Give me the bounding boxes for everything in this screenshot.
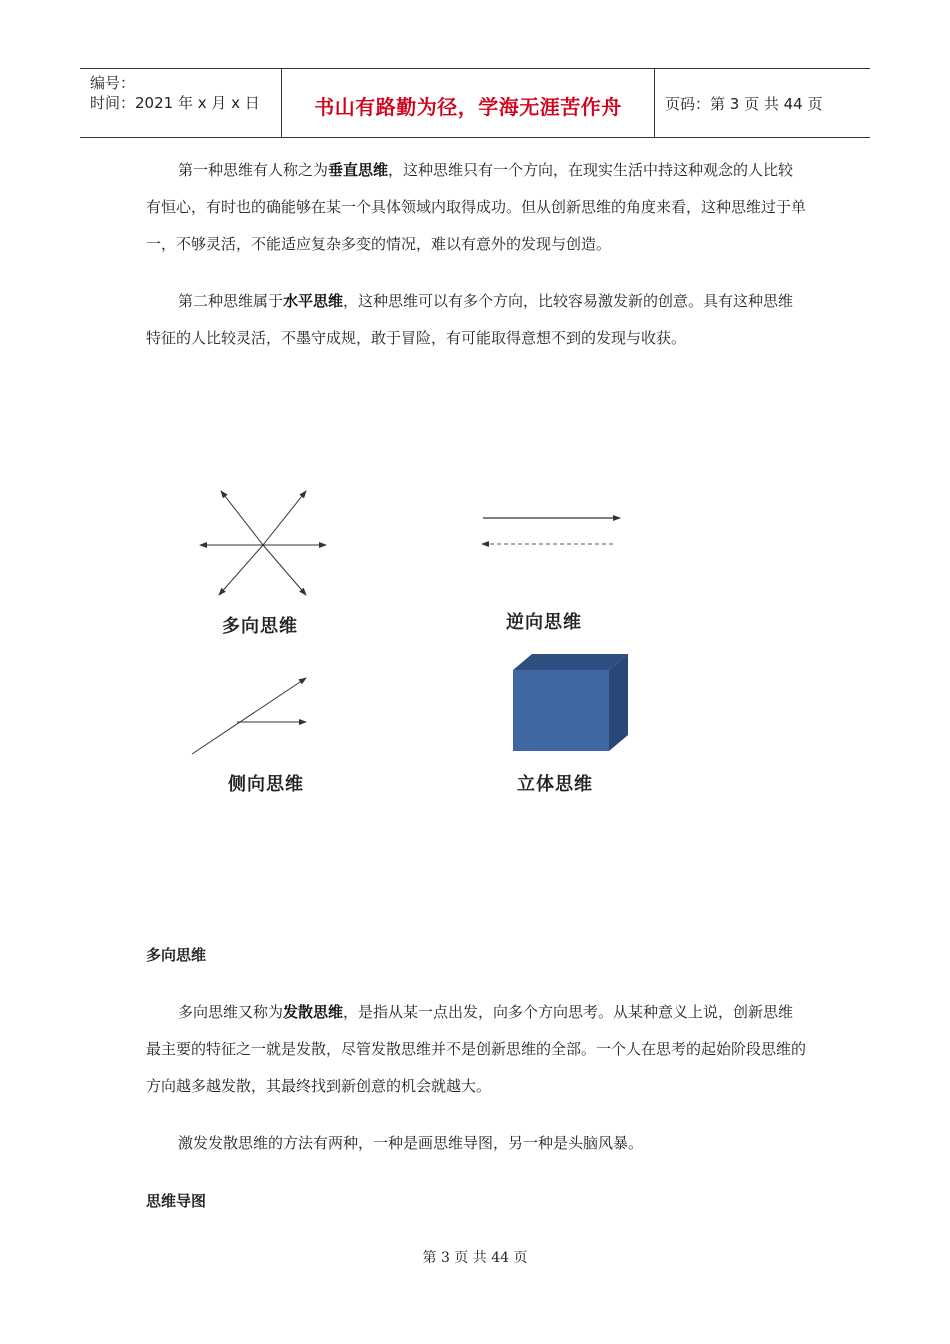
p1-text-after: ，这种思维只有一个方向，在现实生活中持这种观念的人比较有恒心，有时也的确能够在某一个具体领域内取得成功。但从创新思维的角度来看，这种思维过于单一，不够灵活，不能适应复杂多变的情况，难以有意外的发现与创造。 [146,161,807,253]
reverse-direction-diagram [482,518,620,544]
header-meta-cell [80,69,282,137]
label-multi-direction: 多向思维 [222,616,298,637]
page-code: 页码：第 3 页 共 44 页 [665,95,823,113]
paragraph-horizontal-thinking [146,283,808,357]
section-heading-mindmap: 思维导图 [146,1192,207,1210]
page-footer: 第 3 页 共 44 页 [422,1250,528,1266]
motto-text: 书山有路勤为径，学海无涯苦作舟 [314,95,622,119]
label-reverse: 逆向思维 [506,612,582,633]
multi-direction-diagram [200,491,326,595]
label-lateral: 侧向思维 [228,774,304,795]
p2-bold-term: 水平思维 [283,292,344,310]
page-header [80,68,870,138]
label-3d: 立体思维 [517,774,593,795]
s1-text-after: ，是指从某一点出发，向多个方向思考。从某种意义上说，创新思维最主要的特征之一就是发散，尽管发散思维并不是创新思维的全部。一个人在思考的起始阶段思维的方向越多越发散，其最终找到新创意的机会就越大。 [146,1003,807,1095]
p2-text-before: 第二种思维属于 [178,292,284,310]
cube-diagram [513,654,628,751]
s1-bold-term: 发散思维 [283,1003,344,1021]
header-motto-cell [282,69,655,137]
s1-methods-text: 激发发散思维的方法有两种，一种是画思维导图，另一种是头脑风暴。 [178,1134,644,1152]
p1-text-before: 第一种思维有人称之为 [178,161,329,179]
paragraph-vertical-thinking [146,152,808,263]
s1-text-before: 多向思维又称为 [178,1003,284,1021]
p2-text-after: ，这种思维可以有多个方向，比较容易激发新的创意。具有这种思维特征的人比较灵活，不墨守成规，敢于冒险，有可能取得意想不到的发现与收获。 [146,292,794,347]
time-label: 时间：2021 年 x 月 x 日 [90,94,260,112]
paragraph-methods [146,1125,808,1162]
thinking-types-figure [180,470,660,810]
header-page-cell [655,69,870,137]
section-heading-multi: 多向思维 [146,946,207,964]
number-label: 编号： [90,74,136,92]
p1-bold-term: 垂直思维 [328,161,389,179]
lateral-direction-diagram [192,678,306,754]
paragraph-divergent [146,994,808,1105]
thinking-diagrams [180,470,660,810]
